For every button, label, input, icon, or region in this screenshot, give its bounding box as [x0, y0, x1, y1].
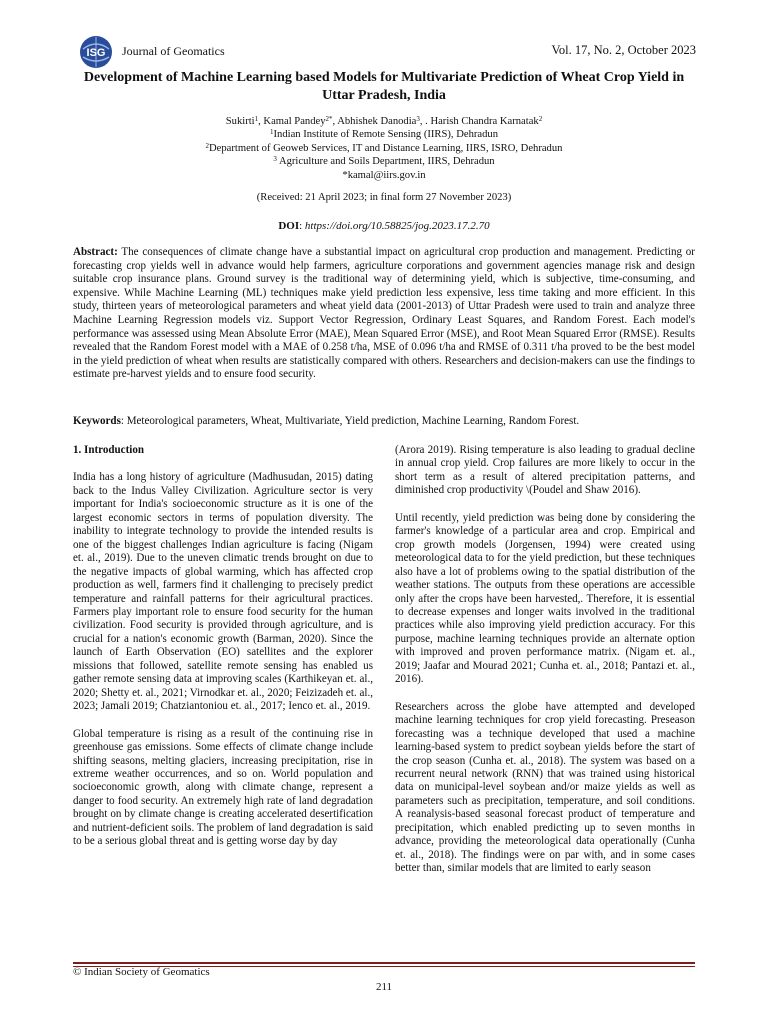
abstract-label: Abstract: [73, 246, 118, 258]
author-name: , Kamal Pandey [258, 116, 326, 127]
author-name: , . Harish Chandra Karnatak [419, 116, 539, 127]
author-name: Sukirti [225, 116, 255, 127]
author-sup: 1 [254, 115, 259, 123]
keywords-label: Keywords [73, 415, 121, 427]
doi-link[interactable]: https://doi.org/10.58825/jog.2023.17.2.70 [304, 220, 490, 232]
right-column [395, 444, 695, 890]
journal-name: Journal of Geomatics [122, 44, 225, 58]
abstract [73, 246, 695, 382]
author-name: , Abhishek Danodia [332, 116, 417, 127]
left-column [73, 444, 373, 863]
doi-sep: : [299, 220, 305, 232]
authors-block [70, 115, 698, 182]
paragraph: Researchers across the globe have attempted and developed machine learning techniques for crop yield forecasting. Preseason forecasting was a technique developed that used a machine learning-based system to predict soybean yields before the start of the crop season (Cunha et. al., 2018). The system was based on a recurrent neural network (RNN) that was trained using historical data on municipal-level soybean and/or maize yields as well as parameters such as precipitation, temperature, and soil conditions. A reanalysis-based seasonal forecast product of temperature and precipitation, which enabled predicting up to seven months in advance, providing the meteorological data operationally (Cunha et. al., 2018). The findings were on par with, and in some cases better than, similar models that are limited to early season [395, 700, 695, 875]
paragraph: Global temperature is rising as a result of the continuing rise in greenhouse gas emissions. Some effects of climate change include shifting seasons, melting glaciers, increasing precipitation, rise in extreme weather occurrences, and so on. World population and socioeconomic growth, along with climate change, represent a danger to food security. An extremely high rate of land degradation brought on by climate change is creating accelerated desertification and nutrient-deficient soils. The problem of land degradation is said to be a serious global threat and is getting worse day by day [73, 727, 373, 848]
affiliation-2 [70, 142, 698, 155]
paragraph: (Arora 2019). Rising temperature is also leading to gradual decline in annual crop yield. Crop failures are more likely to occur in the short term as a result of altered precipitation patterns, and diminished crop productivity \(Poudel and Shaw 2016). [395, 444, 695, 497]
page-number: 211 [375, 981, 393, 993]
corresponding-email: *kamal@iirs.gov.in [342, 169, 426, 181]
paragraph: India has a long history of agriculture (Madhusudan, 2015) dating back to the Indus Valley Civilization. Agriculture sector is very important for India's socioeconomic structure as it is one of the largest economic sectors in terms of population diversity. The inability to integrate technology to provide the intended results is one of the biggest challenges Indian agriculture is facing (Nigam et. al., 2019). Due to the uneven climatic trends brought on due to the negative impacts of global warming, which has affected crop production as well, farmers find it challenging to precisely predict temperature and rainfall patterns for their agricultural practices. Farmers play important role to ensure food security for the human civilization. Food security is provided through agriculture, and is crucial for a nation's economic growth (Barman, 2020). Since the launch of Earth Observation (EO) satellites and the explorer missions that followed, satellite remote sensing has enabled us gather remote sensing data at improving scales (Karthikeyan et. al., 2020; Shetty et. al., 2021; Virnodkar et. al., 2020; Feizizadeh et. al., 2023; Jamali 2019; Chatziantoniou et. al., 2017; Ienco et. al., 2019. [73, 471, 373, 713]
paragraph: Until recently, yield prediction was being done by considering the farmer's knowledge of a particular area and crop. Empirical and crop growth models (Jorgensen, 1994) were created using meteorological data to for the yield prediction, but these techniques also have a lot of problems owing to the spatial distribution of the weather stations. The outputs from these operations are accessible only after the crops have been harvested,. Therefore, it is essential to decrease expenses and longer waits involved in the traditional practices while also improving yield prediction accuracy. For this purpose, machine learning techniques provide an alternate option with improved and proven performance matrix. (Nigam et. al., 2019; Jaafar and Mourad 2021; Cunha et. al., 2018; Pantazi et. al., 2016). [395, 511, 695, 686]
affiliation-text: Indian Institute of Remote Sensing (IIRS), Dehradun [273, 129, 498, 141]
keywords-text: : Meteorological parameters, Wheat, Multivariate, Yield prediction, Machine Learning, Random Forest. [120, 415, 580, 427]
section-heading: 1. Introduction [73, 444, 145, 456]
aff-sup: 3 [273, 155, 277, 164]
doi-line [70, 220, 698, 232]
received-dates: (Received: 21 April 2023; in final form 27 November 2023) [256, 192, 512, 203]
author-sup: 2* [325, 115, 333, 123]
affiliation-1 [70, 128, 698, 141]
aff-sup: 2 [205, 141, 210, 150]
aff-sup: 1 [270, 128, 274, 137]
paper-title: Development of Machine Learning based Models for Multivariate Prediction of Wheat Crop Yield in Uttar Pradesh, India [83, 70, 685, 103]
affiliation-text: Department of Geoweb Services, IT and Distance Learning, IIRS, ISRO, Dehradun [209, 142, 563, 154]
abstract-text: The consequences of climate change have a substantial impact on agricultural crop production and management. Predicting or forecasting crop yields well in advance would help farmers, agriculture corporations and government agencies manage risk and design suitable crop insurance plans. Ground survey is the traditional way of determining yield, which is subjective, time-consuming, and expensive. While Machine Learning (ML) techniques make yield prediction less expensive, less time taking and more efficient. In this study, thirteen years of meteorological parameters and wheat yield data (2001-2013) of Uttar Pradesh were used to train and analyze three Machine Learning Regression models viz. Support Vector Regression, Ordinary Least Squares, and Random Forest. Each model's performance was assessed using Mean Absolute Error (MAE), Mean Squared Error (MSE), and Root Mean Squared Error (RMSE). Results revealed that the Random Forest model with a MAE of 0.258 t/ha, MSE of 0.096 t/ha and RMSE of 0.311 t/ha proved to be the best model in the yield prediction of wheat when results are statistically compared with others. Researchers and decision-makers can use the findings to estimate pre-harvest yields and to ensure food security. [73, 246, 695, 381]
page-header [0, 32, 768, 72]
copyright: © Indian Society of Geomatics [73, 966, 210, 978]
volume-info: Vol. 17, No. 2, October 2023 [551, 43, 696, 57]
keywords [73, 415, 695, 429]
affiliation-3 [70, 155, 698, 168]
logo-text: ISG [86, 47, 106, 59]
doi-label: DOI [278, 220, 300, 232]
footer-rule [73, 962, 695, 964]
isg-logo-icon [79, 35, 113, 69]
author-line [70, 115, 698, 128]
affiliation-text: Agriculture and Soils Department, IIRS, Dehradun [276, 156, 495, 168]
author-sup: 3 [416, 115, 420, 123]
author-sup: 2 [538, 115, 543, 123]
